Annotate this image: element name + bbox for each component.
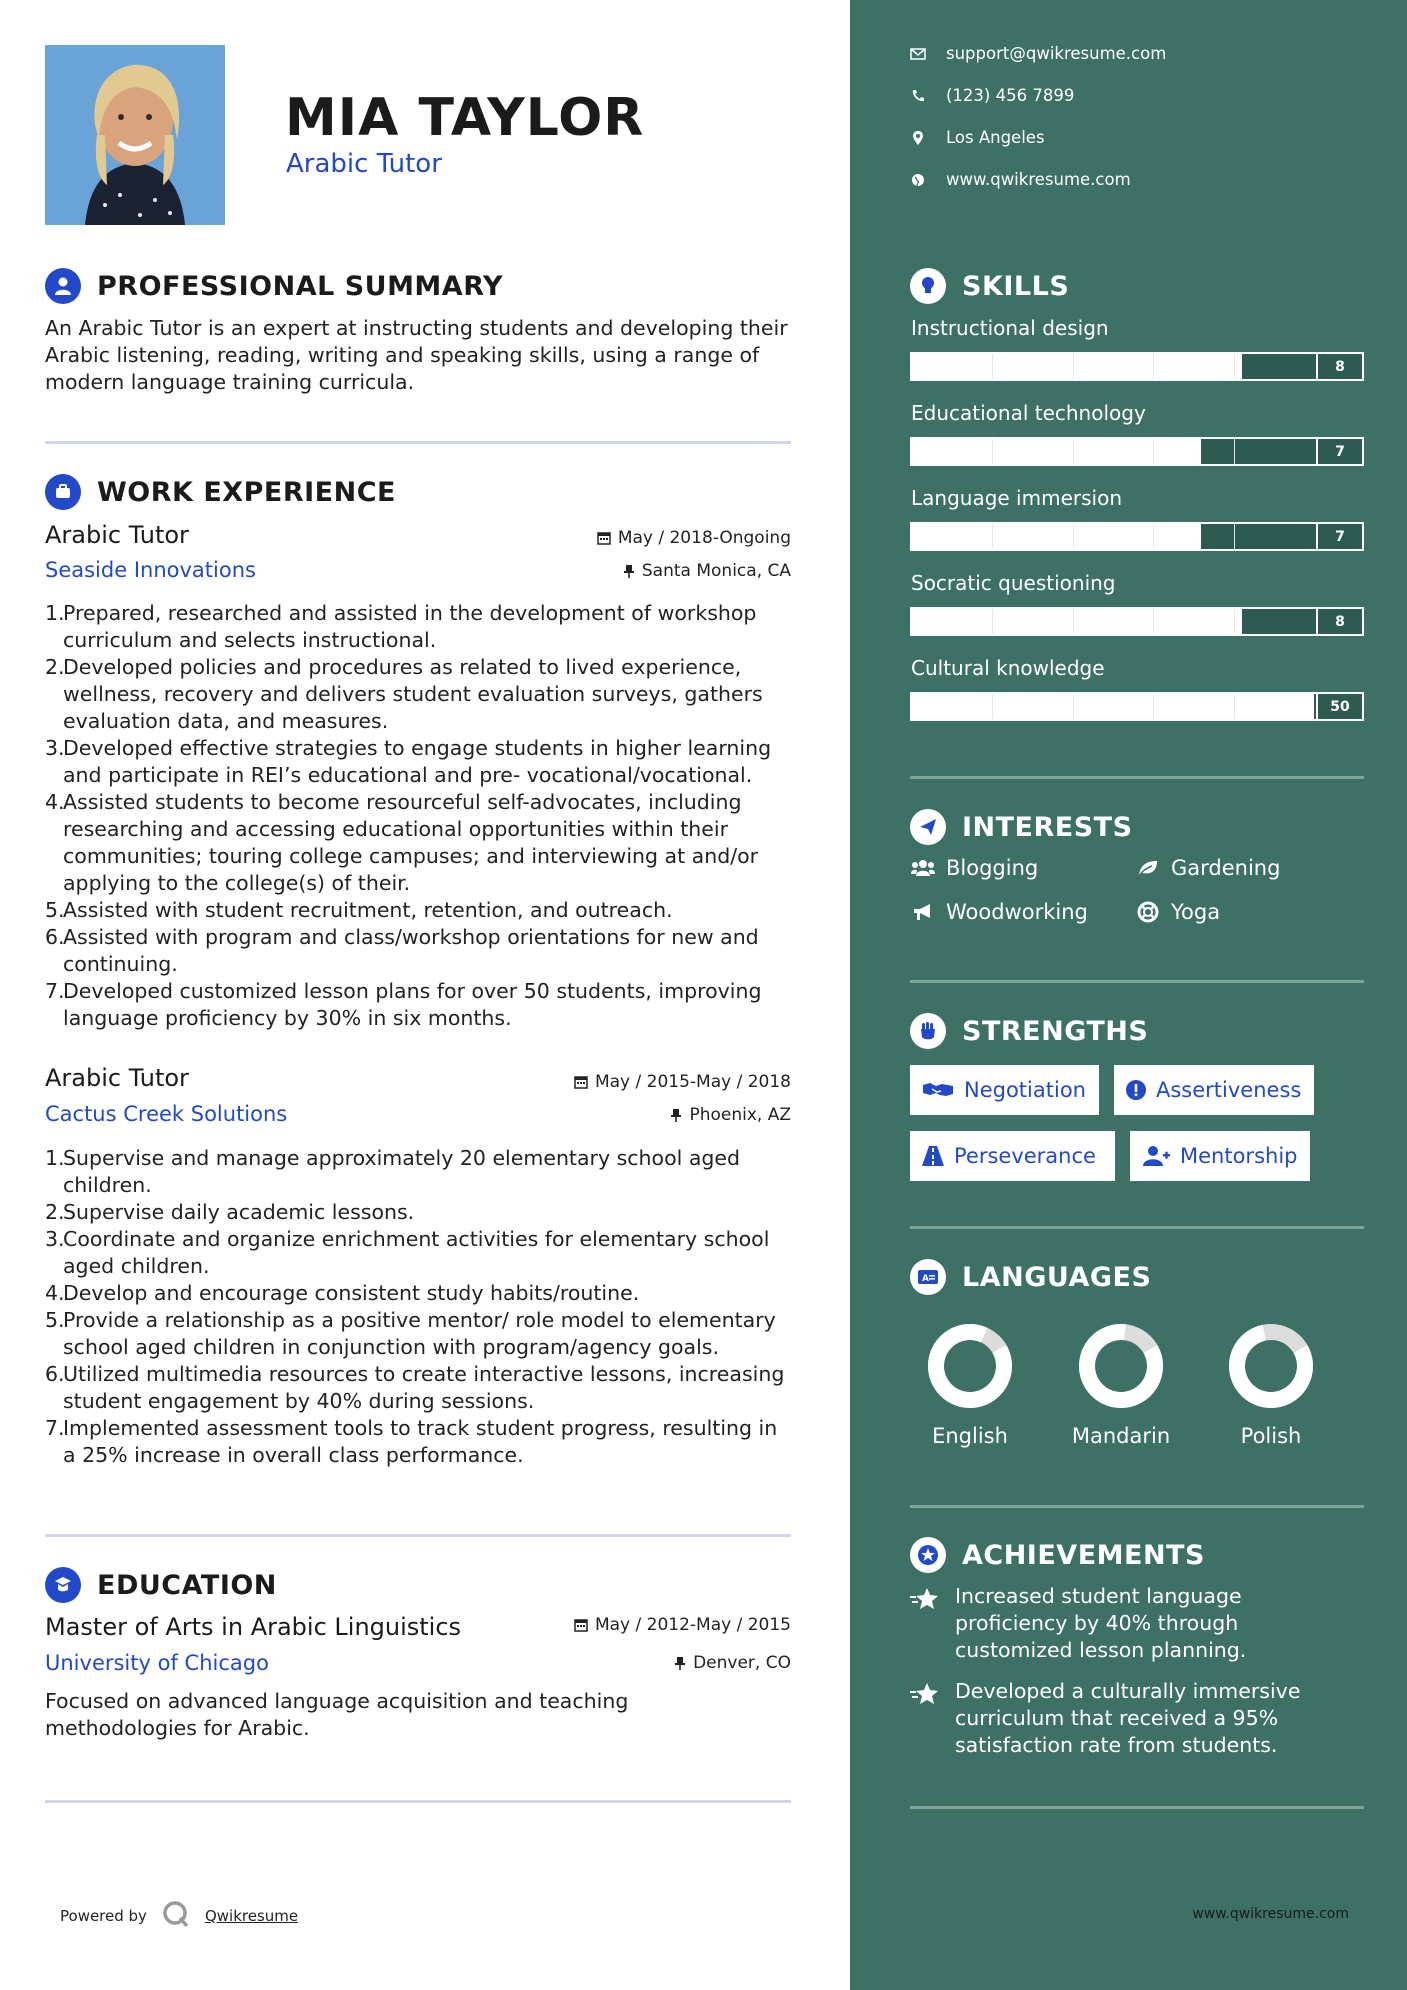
skill-value: 7 [1316,524,1362,549]
section-divider [910,1806,1364,1809]
phone-text: (123) 456 7899 [946,86,1075,105]
list-item: 4. Assisted students to become resourceful self-advocates, including researching and accessing educational opportunities within their communities; touring college campuses; and interviewing at and/or applying to the college(s) of their. [45,790,759,895]
contact-location [910,128,1045,147]
achievement-text: Increased student language proficiency by 40% through customized lesson planning. [955,1584,1247,1662]
language-label: English [932,1424,1008,1448]
languages-heading [910,1259,1151,1295]
phone-icon [910,89,926,103]
leaf-icon [1135,859,1161,877]
job-duties-list [45,1145,795,1469]
calendar-icon [574,1618,588,1632]
job-date [574,1072,791,1092]
star-icon [910,1583,940,1664]
strengths-heading [910,1013,1148,1049]
achievement-item [910,1678,1340,1759]
briefcase-icon [45,474,81,510]
language-donut [1227,1322,1315,1410]
job-duties-list [45,600,795,1032]
skill-bar-segment [1234,354,1235,379]
language-donut-fill [926,1322,1014,1410]
strength-badge [910,1065,1099,1115]
strengths-title: STRENGTHS [962,1015,1149,1047]
section-divider [45,1800,791,1803]
calendar-icon [597,531,611,545]
experience-heading [45,474,396,510]
achievement-text: Developed a culturally immersive curriculum that received a 95% satisfaction rate from students. [955,1679,1301,1757]
interest-label: Gardening [1171,856,1281,880]
summary-title: PROFESSIONAL SUMMARY [97,270,504,302]
email-text[interactable]: support@qwikresume.com [946,44,1167,63]
experience-title: WORK EXPERIENCE [97,476,396,508]
location-text: Los Angeles [946,128,1045,147]
education-date [574,1615,791,1635]
pin-icon [670,1108,682,1122]
language-donut-fill [1077,1322,1165,1410]
list-item: 1. Supervise and manage approximately 20 elementary school aged children. [45,1146,741,1197]
achievement-item [910,1583,1340,1664]
section-divider [45,441,791,444]
interests-heading [910,809,1133,845]
interest-item [1135,856,1280,880]
pin-icon [674,1656,686,1670]
strength-badge [1114,1065,1314,1115]
skill-bar-segment [992,694,993,719]
powered-by-label: Powered by [60,1907,147,1925]
pin-icon [623,564,635,578]
achievements-title: ACHIEVEMENTS [962,1539,1205,1571]
language-icon [910,1259,946,1295]
skill-bar-segment [1153,439,1154,464]
job-title: Arabic Tutor [45,521,189,549]
lightbulb-icon [910,268,946,304]
skill-bar-segment [1073,524,1074,549]
interest-label: Yoga [1171,900,1221,924]
language-item [1061,1322,1181,1448]
skill-label: Instructional design [911,316,1109,340]
skill-bar [910,352,1364,381]
road-icon [922,1146,944,1166]
skill-value: 8 [1316,609,1362,634]
skill-label: Cultural knowledge [911,656,1105,680]
strength-label: Assertiveness [1156,1078,1302,1102]
strength-label: Mentorship [1180,1144,1298,1168]
contact-phone [910,86,1074,105]
list-item: 7. Implemented assessment tools to track student progress, resulting in a 25% increase in overall class performance. [45,1416,778,1467]
skill-bar-fill [912,439,1201,464]
language-item [910,1322,1030,1448]
list-item: 4. Develop and encourage consistent study habits/routine. [45,1281,640,1305]
skill-bar-segment [1073,694,1074,719]
strength-badge [1130,1131,1310,1181]
languages-title: LANGUAGES [962,1261,1152,1293]
skill-bar-segment [992,609,993,634]
section-divider [910,1505,1364,1508]
skill-label: Language immersion [911,486,1122,510]
list-item: 7. Developed customized lesson plans for over 50 students, improving language proficiency by 30% in six months. [45,979,762,1030]
education-location-text: Denver, CO [693,1653,791,1673]
skill-bar-fill [912,354,1242,379]
skill-bar [910,437,1364,466]
summary-text: An Arabic Tutor is an expert at instructing students and developing their Arabic listening, reading, writing and speaking skills, using a range of modern language training curricula. [45,316,788,394]
calendar-icon [574,1075,588,1089]
list-item: 1. Prepared, researched and assisted in the development of workshop curriculum and selects instructional. [45,601,757,652]
globe-icon [910,173,926,187]
fist-icon [910,1013,946,1049]
skill-bar-segment [992,354,993,379]
lifering-icon [1135,901,1161,923]
section-divider [45,1534,791,1537]
skill-bar-segment [992,439,993,464]
list-item: 2. Developed policies and procedures as related to lived experience, wellness, recovery and delivers student evaluation surveys, gathers evaluation data, and measures. [45,655,763,733]
job-date-text: May / 2015-May / 2018 [594,1072,791,1092]
strength-label: Perseverance [954,1144,1096,1168]
candidate-title: Arabic Tutor [286,149,442,179]
strength-badge [910,1131,1115,1181]
section-divider [910,980,1364,983]
skill-bar-segment [1234,524,1235,549]
job-location [623,561,791,581]
paper-plane-icon [910,809,946,845]
skill-bar-fill [912,609,1242,634]
job-company: Seaside Innovations [45,558,256,582]
skill-bar [910,522,1364,551]
list-item: 2. Supervise daily academic lessons. [45,1200,415,1224]
users-icon [910,859,936,877]
education-text: Focused on advanced language acquisition and teaching methodologies for Arabic. [45,1689,629,1740]
section-divider [910,776,1364,779]
job-location [670,1105,791,1125]
interest-label: Blogging [946,856,1039,880]
interest-item [1135,900,1220,924]
handshake-icon [922,1081,954,1099]
svg-text:A: A [922,1274,929,1284]
skill-bar-segment [1073,354,1074,379]
star-badge-icon [910,1537,946,1573]
qwikresume-link[interactable]: Qwikresume [204,1907,299,1925]
list-item: 5. Provide a relationship as a positive mentor/ role model to elementary school aged children in conjunction with program/agency goals. [45,1308,776,1359]
interest-item [910,856,1038,880]
skill-value: 8 [1316,354,1362,379]
skill-value: 7 [1316,439,1362,464]
skill-bar-segment [1153,354,1154,379]
qwikresume-logo-icon [161,1899,191,1933]
contact-website [910,170,1131,189]
powered-by [60,1899,298,1933]
job-date [597,528,791,548]
list-item: 5. Assisted with student recruitment, retention, and outreach. [45,898,673,922]
list-item: 3. Developed effective strategies to engage students in higher learning and participate in REI’s educational and pre- vocational/vocational. [45,736,772,787]
candidate-name: MIA TAYLOR [285,88,645,148]
contact-email [910,44,1166,63]
list-item: 6. Utilized multimedia resources to create interactive lessons, increasing student engagement by 40% during sessions. [45,1362,785,1413]
language-donut [1077,1322,1165,1410]
job-title: Arabic Tutor [45,1064,189,1092]
summary-heading [45,268,503,304]
exclamation-circle-icon [1126,1080,1146,1100]
interest-item [910,900,1088,924]
user-circle-icon [45,268,81,304]
skill-bar-segment [1153,694,1154,719]
interests-title: INTERESTS [962,811,1133,843]
website-text[interactable]: www.qwikresume.com [946,170,1131,189]
section-divider [910,1226,1364,1229]
skill-bar-segment [992,524,993,549]
skill-bar-segment [1073,439,1074,464]
skill-bar-fill [912,524,1201,549]
education-heading [45,1567,277,1603]
skill-bar-segment [1234,694,1235,719]
skill-bar-segment [1073,609,1074,634]
education-date-text: May / 2012-May / 2015 [594,1615,791,1635]
degree-title: Master of Arts in Arabic Linguistics [45,1613,462,1641]
envelope-icon [910,48,926,60]
graduate-icon [45,1567,81,1603]
bullhorn-icon [910,903,936,921]
job-date-text: May / 2018-Ongoing [617,528,791,548]
skill-bar-segment [1153,609,1154,634]
profile-photo [45,45,225,225]
map-marker-icon [910,131,926,145]
education-location [674,1653,791,1673]
skill-label: Socratic questioning [911,571,1116,595]
language-label: Polish [1240,1424,1302,1448]
school-name: University of Chicago [45,1651,269,1675]
skill-bar [910,692,1364,721]
skills-heading [910,268,1069,304]
skill-bar-segment [1234,439,1235,464]
achievements-heading [910,1537,1205,1573]
job-location-text: Phoenix, AZ [689,1105,791,1125]
skill-bar-segment [1234,609,1235,634]
language-item [1211,1322,1331,1448]
skill-bar-fill [912,694,1314,719]
skill-label: Educational technology [911,401,1146,425]
job-location-text: Santa Monica, CA [641,561,791,581]
language-label: Mandarin [1071,1424,1171,1448]
footer-website[interactable]: www.qwikresume.com [1192,1906,1349,1922]
skill-bar-segment [1153,524,1154,549]
star-icon [910,1678,940,1759]
user-plus-icon [1142,1146,1170,1166]
interest-label: Woodworking [946,900,1088,924]
list-item: 6. Assisted with program and class/workshop orientations for new and continuing. [45,925,759,976]
skill-value: 50 [1316,694,1362,719]
skills-title: SKILLS [962,270,1070,302]
job-company: Cactus Creek Solutions [45,1102,288,1126]
skill-bar [910,607,1364,636]
list-item: 3. Coordinate and organize enrichment activities for elementary school aged children. [45,1227,770,1278]
language-donut [926,1322,1014,1410]
strength-label: Negotiation [964,1078,1086,1102]
education-title: EDUCATION [97,1569,277,1601]
